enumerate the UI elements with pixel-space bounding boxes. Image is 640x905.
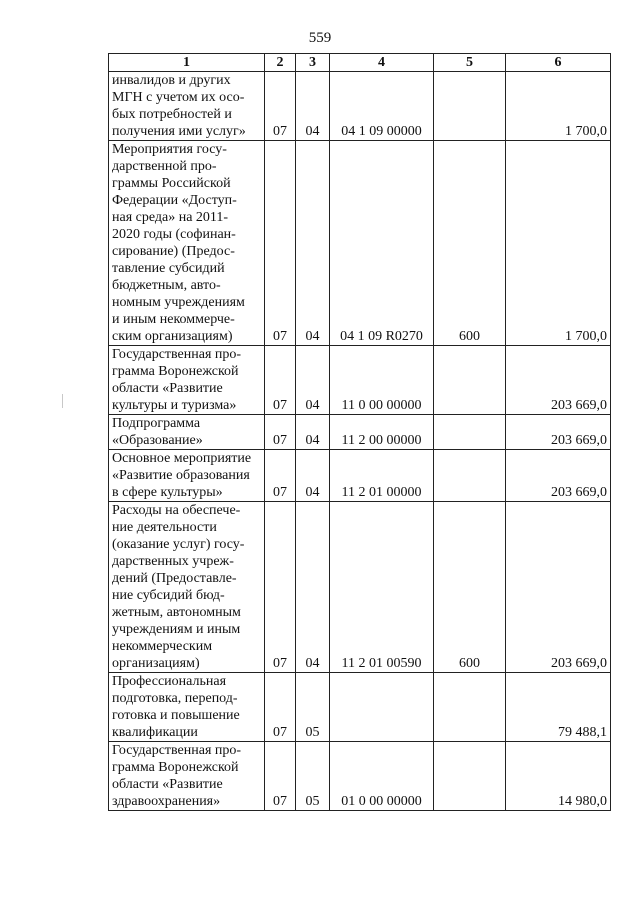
table-row (109, 72, 611, 141)
amount: 79 488,1 (506, 673, 611, 742)
header-col-4: 4 (330, 54, 434, 72)
section-code: 07 (265, 141, 296, 346)
target-article-code: 11 2 00 00000 (330, 415, 434, 450)
description-line: грамма Воронежской (112, 364, 239, 379)
section-code: 07 (265, 450, 296, 502)
amount: 1 700,0 (506, 72, 611, 141)
amount: 203 669,0 (506, 502, 611, 673)
row-description (109, 415, 265, 450)
subsection-code: 04 (296, 72, 330, 141)
description-line: тавление субсидий (112, 261, 225, 276)
table-row (109, 502, 611, 673)
description-line: области «Развитие (112, 381, 223, 396)
header-col-2: 2 (265, 54, 296, 72)
row-description (109, 502, 265, 673)
page-number: 559 (308, 30, 332, 46)
expense-type-code: 600 (434, 502, 506, 673)
table-row (109, 346, 611, 415)
subsection-code: 04 (296, 450, 330, 502)
description-line: Федерации «Доступ- (112, 193, 237, 208)
subsection-code: 05 (296, 673, 330, 742)
header-col-5: 5 (434, 54, 506, 72)
target-article-code: 01 0 00 00000 (330, 742, 434, 811)
description-line: 2020 годы (софинан- (112, 227, 236, 242)
section-code: 07 (265, 502, 296, 673)
header-col-3: 3 (296, 54, 330, 72)
amount: 203 669,0 (506, 346, 611, 415)
description-line: Подпрограмма (112, 416, 201, 431)
row-description (109, 346, 265, 415)
description-line: некоммерческим (112, 639, 213, 654)
table-row (109, 742, 611, 811)
description-line: Профессиональная (112, 674, 227, 689)
scan-artifact (62, 394, 63, 408)
description-line: Основное мероприятие (112, 451, 252, 466)
description-line: ние субсидий бюд- (112, 588, 225, 603)
description-line: Государственная про- (112, 743, 242, 758)
row-description (109, 450, 265, 502)
amount: 203 669,0 (506, 450, 611, 502)
description-line: ние деятельности (112, 520, 217, 535)
target-article-code: 11 2 01 00590 (330, 502, 434, 673)
expense-type-code (434, 346, 506, 415)
description-line: (оказание услуг) госу- (112, 537, 245, 552)
description-line: сирование) (Предос- (112, 244, 235, 259)
description-line: учреждениям и иным (112, 622, 241, 637)
target-article-code: 04 1 09 00000 (330, 72, 434, 141)
header-col-6: 6 (506, 54, 611, 72)
row-description (109, 742, 265, 811)
subsection-code: 05 (296, 742, 330, 811)
expense-type-code: 600 (434, 141, 506, 346)
description-line: МГН с учетом их осо- (112, 90, 245, 105)
section-code: 07 (265, 346, 296, 415)
description-line: квалификации (112, 725, 198, 740)
subsection-code: 04 (296, 346, 330, 415)
row-description (109, 673, 265, 742)
header-row (109, 54, 611, 72)
section-code: 07 (265, 415, 296, 450)
description-line: здравоохранения» (112, 794, 221, 809)
target-article-code: 11 2 01 00000 (330, 450, 434, 502)
section-code: 07 (265, 72, 296, 141)
subsection-code: 04 (296, 502, 330, 673)
description-line: области «Развитие (112, 777, 223, 792)
description-line: получения ими услуг» (112, 124, 246, 139)
description-line: грамма Воронежской (112, 760, 239, 775)
amount: 203 669,0 (506, 415, 611, 450)
target-article-code: 04 1 09 R0270 (330, 141, 434, 346)
target-article-code: 11 0 00 00000 (330, 346, 434, 415)
expense-type-code (434, 742, 506, 811)
description-line: инвалидов и других (112, 73, 231, 88)
description-line: готовка и повышение (112, 708, 240, 723)
description-line: бых потребностей и (112, 107, 232, 122)
row-description (109, 141, 265, 346)
table-row (109, 415, 611, 450)
expense-type-code (434, 450, 506, 502)
description-line: ная среда» на 2011- (112, 210, 229, 225)
description-line: дарственной про- (112, 159, 217, 174)
description-line: номным учреждениям (112, 295, 245, 310)
description-line: подготовка, перепод- (112, 691, 238, 706)
description-line: Государственная про- (112, 347, 242, 362)
description-line: ским организациям) (112, 329, 233, 344)
description-line: жетным, автономным (112, 605, 241, 620)
amount: 14 980,0 (506, 742, 611, 811)
description-line: дений (Предоставле- (112, 571, 237, 586)
description-line: бюджетным, авто- (112, 278, 221, 293)
description-line: организациям) (112, 656, 200, 671)
row-description (109, 72, 265, 141)
description-line: «Развитие образования (112, 468, 250, 483)
amount: 1 700,0 (506, 141, 611, 346)
expense-type-code (434, 673, 506, 742)
table-row (109, 673, 611, 742)
budget-table (108, 53, 611, 811)
description-line: граммы Российской (112, 176, 231, 191)
section-code: 07 (265, 742, 296, 811)
description-line: «Образование» (112, 433, 203, 448)
description-line: и иным некоммерче- (112, 312, 235, 327)
expense-type-code (434, 72, 506, 141)
section-code: 07 (265, 673, 296, 742)
description-line: культуры и туризма» (112, 398, 237, 413)
description-line: в сфере культуры» (112, 485, 223, 500)
target-article-code (330, 673, 434, 742)
subsection-code: 04 (296, 141, 330, 346)
header-col-1: 1 (109, 54, 265, 72)
description-line: Мероприятия госу- (112, 142, 227, 157)
subsection-code: 04 (296, 415, 330, 450)
table-row (109, 450, 611, 502)
table-row (109, 141, 611, 346)
description-line: дарственных учреж- (112, 554, 234, 569)
expense-type-code (434, 415, 506, 450)
description-line: Расходы на обеспече- (112, 503, 241, 518)
